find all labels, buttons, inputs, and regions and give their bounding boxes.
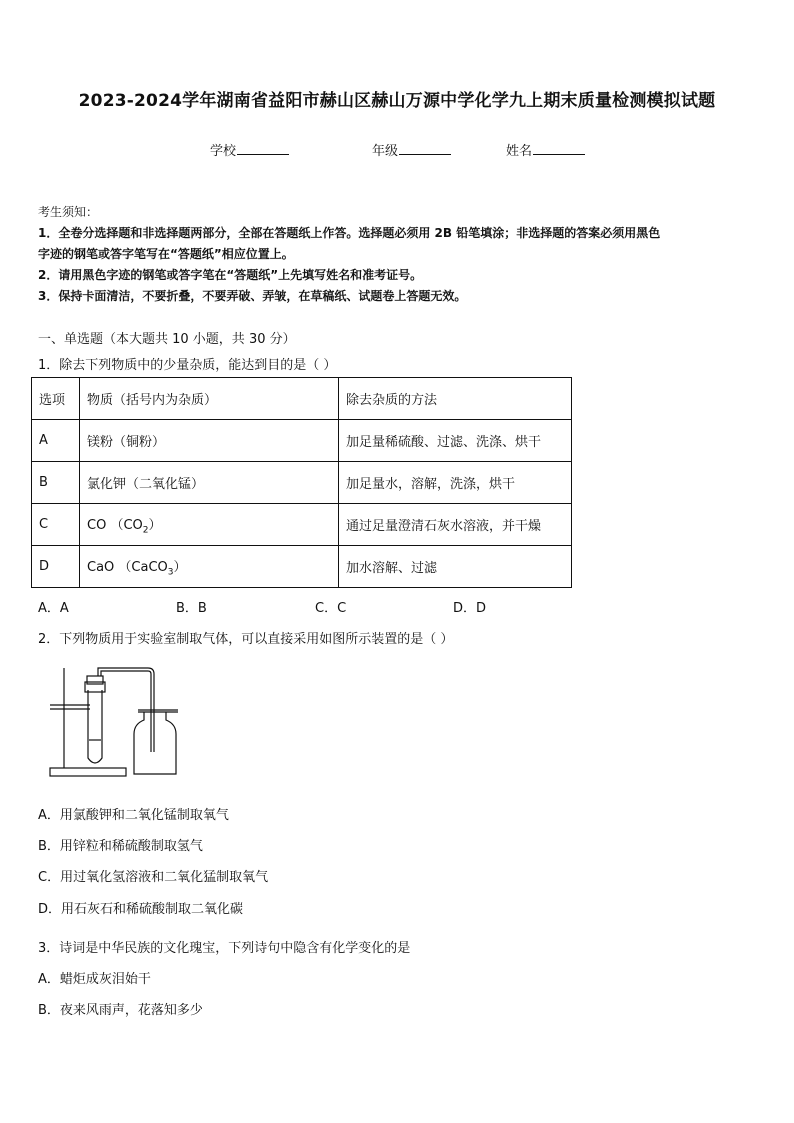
table-row xyxy=(32,504,572,546)
formula-text: CaO （CaCO xyxy=(87,559,168,575)
row-substance xyxy=(80,546,339,588)
header-option: 选项 xyxy=(32,378,80,420)
test-tube xyxy=(88,690,102,763)
grade-blank[interactable] xyxy=(399,142,451,155)
q2-choice-d[interactable]: D．用石灰石和稀硫酸制取二氧化碳 xyxy=(38,902,244,917)
school-field xyxy=(210,140,289,159)
collecting-bottle xyxy=(134,712,176,774)
section-heading: 一、单选题（本大题共 10 小题，共 30 分） xyxy=(38,332,296,347)
name-blank[interactable] xyxy=(533,142,585,155)
q1-choice-c[interactable]: C．C xyxy=(315,601,347,616)
notes-item1-line2: 字迹的钢笔或答字笔写在“答题纸”相应位置上。 xyxy=(38,247,294,261)
q2-choice-c[interactable]: C．用过氧化氢溶液和二氧化猛制取氧气 xyxy=(38,870,269,885)
row-method: 加足量稀硫酸、过滤、洗涤、烘干 xyxy=(339,420,572,462)
grade-field xyxy=(372,140,451,159)
row-option: D xyxy=(32,546,80,588)
table-row xyxy=(32,420,572,462)
row-method: 加足量水，溶解，洗涤，烘干 xyxy=(339,462,572,504)
page-title: 2023-2024学年湖南省益阳市赫山区赫山万源中学化学九上期末质量检测模拟试题 xyxy=(78,91,716,111)
row-option: B xyxy=(32,462,80,504)
row-option: A xyxy=(32,420,80,462)
row-substance: 氯化钾（二氧化锰） xyxy=(80,462,339,504)
formula-subscript: 3 xyxy=(167,567,174,578)
school-label: 学校 xyxy=(210,144,237,159)
table-header-row xyxy=(32,378,572,420)
row-method: 加水溶解、过滤 xyxy=(339,546,572,588)
table-row xyxy=(32,546,572,588)
formula-text: CO （CO xyxy=(87,517,143,533)
notes-item3: 3．保持卡面清洁，不要折叠，不要弄破、弄皱，在草稿纸、试题卷上答题无效。 xyxy=(38,289,467,303)
q1-choice-a[interactable]: A．A xyxy=(38,601,69,616)
row-method: 通过足量澄清石灰水溶液，并干燥 xyxy=(339,504,572,546)
notes-item1-line1: 1．全卷分选择题和非选择题两部分，全部在答题纸上作答。选择题必须用 2B 铅笔填涂；非选择题的答案必须用黑色 xyxy=(38,226,661,240)
row-substance xyxy=(80,504,339,546)
q3-choice-a[interactable]: A．蜡炬成灰泪始干 xyxy=(38,972,151,987)
q1-choice-d[interactable]: D．D xyxy=(453,601,487,616)
notes-heading: 考生须知： xyxy=(38,205,99,219)
formula-subscript: 2 xyxy=(142,525,149,536)
formula-close: ） xyxy=(148,517,162,533)
q2-choice-a[interactable]: A．用氯酸钾和二氧化锰制取氧气 xyxy=(38,808,229,823)
row-substance: 镁粉（铜粉） xyxy=(80,420,339,462)
row-option: C xyxy=(32,504,80,546)
gas-generation-apparatus-diagram xyxy=(40,660,190,782)
name-field xyxy=(506,140,585,159)
q1-choice-b[interactable]: B．B xyxy=(176,601,207,616)
q1-table xyxy=(31,377,572,588)
q3-choice-b[interactable]: B．夜来风雨声，花落知多少 xyxy=(38,1003,203,1018)
q2-stem: 2．下列物质用于实验室制取气体，可以直接采用如图所示装置的是（ ） xyxy=(38,632,454,647)
stand-base xyxy=(50,768,126,776)
header-method: 除去杂质的方法 xyxy=(339,378,572,420)
header-substance: 物质（括号内为杂质） xyxy=(80,378,339,420)
school-blank[interactable] xyxy=(237,142,289,155)
notes-item2: 2．请用黑色字迹的钢笔或答字笔在“答题纸”上先填写姓名和准考证号。 xyxy=(38,268,423,282)
q3-stem: 3．诗词是中华民族的文化瑰宝，下列诗句中隐含有化学变化的是 xyxy=(38,941,411,956)
q2-choice-b[interactable]: B．用锌粒和稀硫酸制取氢气 xyxy=(38,839,203,854)
grade-label: 年级 xyxy=(372,144,399,159)
formula-close: ） xyxy=(173,559,187,575)
table-row xyxy=(32,462,572,504)
name-label: 姓名 xyxy=(506,144,533,159)
q1-stem: 1．除去下列物质中的少量杂质，能达到目的是（ ） xyxy=(38,358,337,373)
